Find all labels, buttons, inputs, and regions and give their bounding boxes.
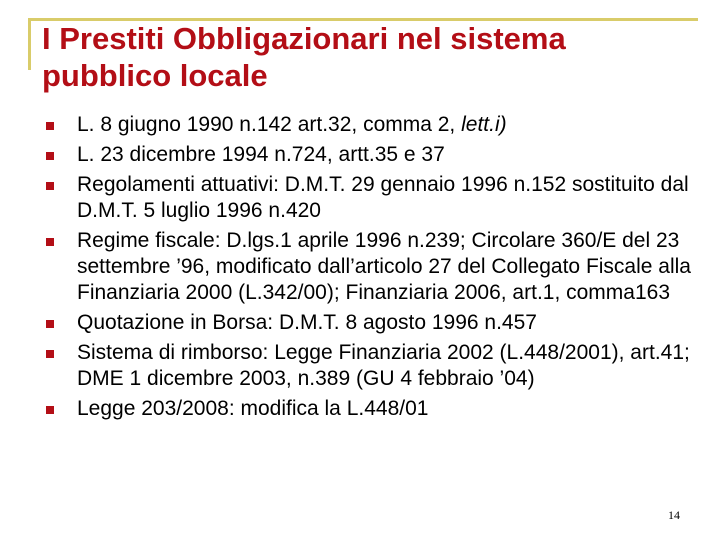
bullet-item	[42, 228, 702, 306]
square-bullet-icon	[46, 152, 54, 160]
bullet-text: Sistema di rimborso: Legge Finanziaria 2002 (L.448/2001), art.41; DME 1 dicembre 2003, n.389 (GU 4 febbraio ’04)	[77, 341, 690, 390]
square-bullet-icon	[46, 182, 54, 190]
page-number: 14	[668, 508, 680, 522]
bullet-text: Legge 203/2008: modifica la L.448/01	[77, 397, 429, 420]
bullet-list	[42, 112, 702, 426]
bullet-text: Quotazione in Borsa: D.M.T. 8 agosto 1996 n.457	[77, 311, 537, 334]
bullet-text: L. 23 dicembre 1994 n.724, artt.35 e 37	[77, 143, 445, 166]
square-bullet-icon	[46, 350, 54, 358]
square-bullet-icon	[46, 320, 54, 328]
title-frame-left	[28, 18, 31, 70]
bullet-text: Regolamenti attuativi: D.M.T. 29 gennaio 1996 n.152 sostituito dal D.M.T. 5 luglio 1996 n.420	[77, 173, 689, 222]
bullet-item	[42, 112, 702, 138]
square-bullet-icon	[46, 122, 54, 130]
slide-title	[42, 20, 702, 94]
slide-title-line-2: pubblico locale	[42, 58, 268, 93]
bullet-text: L. 8 giugno 1990 n.142 art.32, comma 2,	[77, 113, 462, 136]
bullet-text: Regime fiscale: D.lgs.1 aprile 1996 n.239; Circolare 360/E del 23 settembre ’96, modificato dall’articolo 27 del Collegato Fiscale alla Finanziaria 2000 (L.342/00); Finanziaria 2006, art.1, comma163	[77, 229, 691, 304]
bullet-item	[42, 396, 702, 422]
bullet-item	[42, 142, 702, 168]
square-bullet-icon	[46, 406, 54, 414]
bullet-item	[42, 172, 702, 224]
bullet-item	[42, 340, 702, 392]
bullet-item	[42, 310, 702, 336]
bullet-text-italic: lett.i)	[461, 113, 507, 136]
square-bullet-icon	[46, 238, 54, 246]
slide-title-line-1: I Prestiti Obbligazionari nel sistema	[42, 21, 566, 56]
